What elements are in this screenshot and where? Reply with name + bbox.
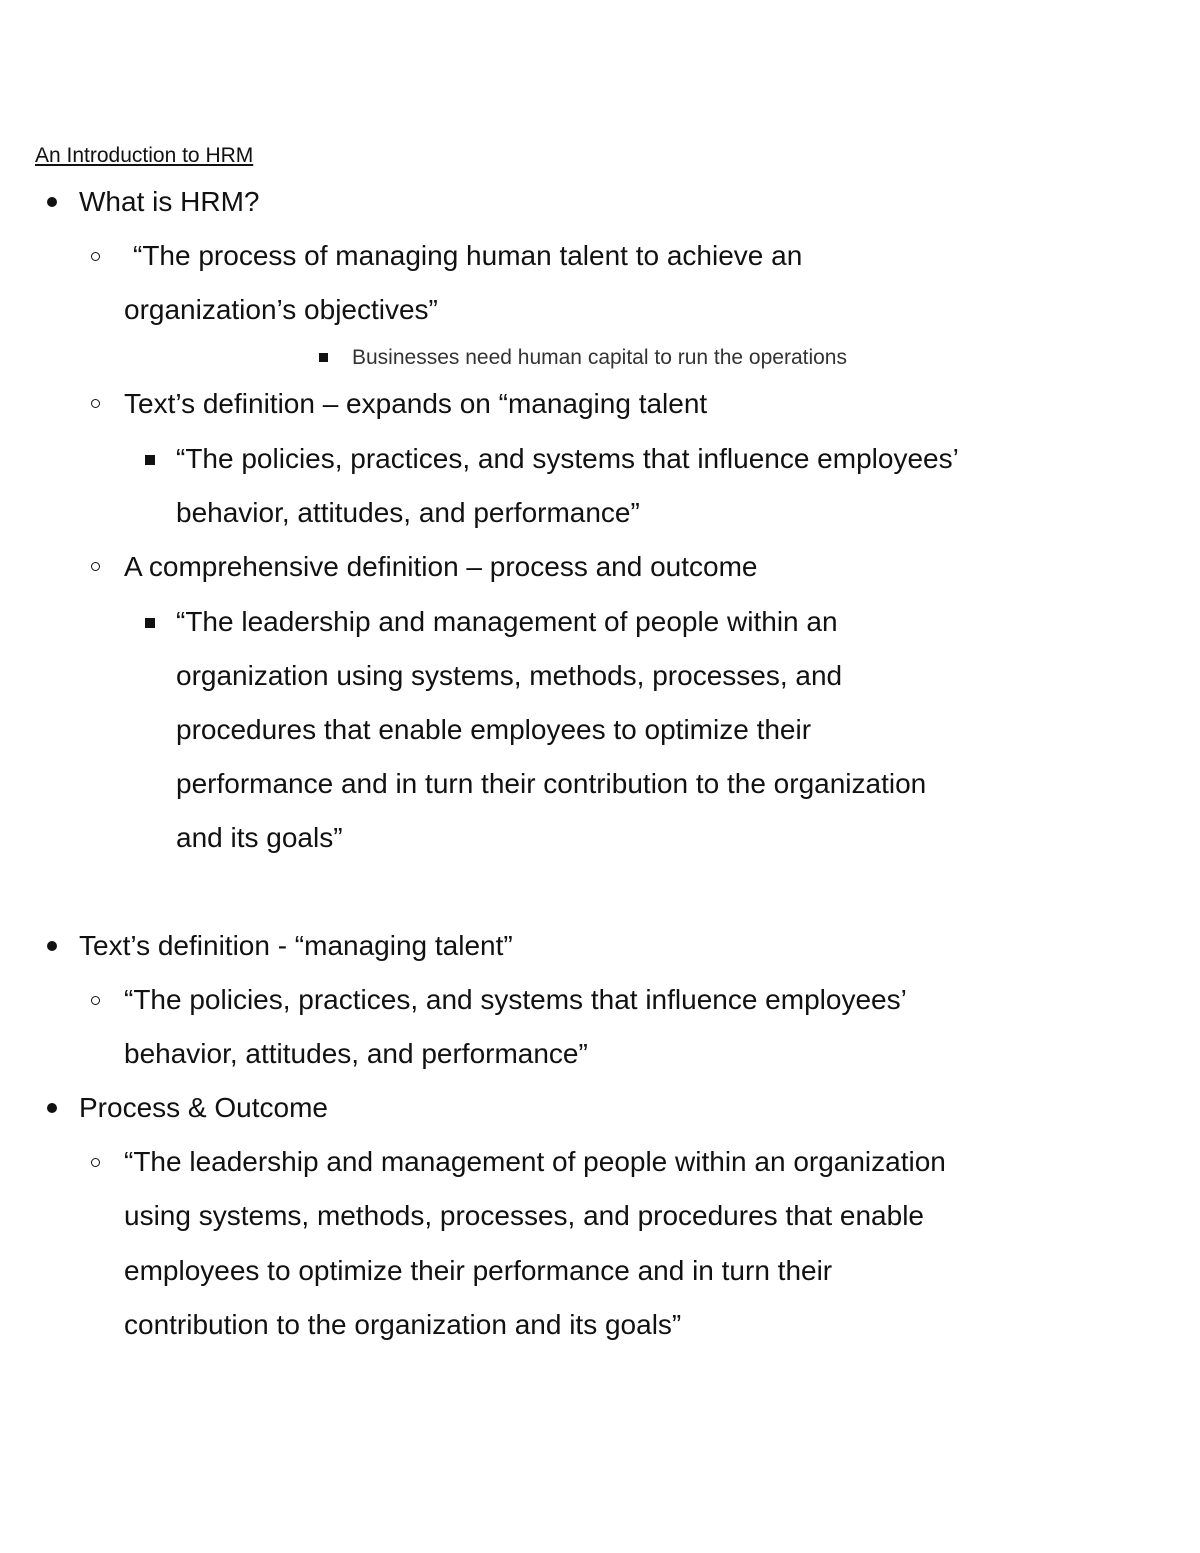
list-item: “The policies, practices, and systems that influence employees’ — [176, 443, 959, 474]
list-item-continuation: using systems, methods, processes, and procedures that enable — [124, 1200, 924, 1231]
list-item-continuation: performance and in turn their contribution to the organization — [176, 768, 927, 799]
bullet-square-icon — [319, 353, 328, 362]
list-item-continuation: organization using systems, methods, processes, and — [176, 660, 843, 691]
bullet-dot-icon — [47, 1103, 57, 1113]
bullet-circle-icon — [91, 562, 100, 571]
list-item-continuation: procedures that enable employees to optimize their — [176, 714, 812, 745]
list-item: Text’s definition – expands on “managing talent — [124, 388, 708, 419]
list-item: A comprehensive definition – process and outcome — [124, 551, 758, 582]
list-item-continuation: and its goals” — [176, 822, 343, 853]
list-item-continuation: contribution to the organization and its goals” — [124, 1309, 682, 1340]
bullet-dot-icon — [47, 941, 57, 951]
bullet-circle-icon — [91, 252, 100, 261]
list-item-continuation: behavior, attitudes, and performance” — [176, 497, 640, 528]
document-title: An Introduction to HRM — [35, 144, 254, 167]
bullet-square-icon — [145, 618, 155, 628]
bullet-dot-icon — [47, 197, 57, 207]
list-item: “The leadership and management of people within an — [176, 606, 838, 637]
list-item-continuation: organization’s objectives” — [124, 294, 438, 325]
bullet-circle-icon — [91, 1158, 100, 1167]
list-item: What is HRM? — [79, 186, 260, 217]
list-item: Businesses need human capital to run the operations — [352, 346, 847, 369]
list-item: “The leadership and management of people within an organization — [124, 1146, 946, 1177]
list-item: “The policies, practices, and systems that influence employees’ — [124, 984, 907, 1015]
bullet-square-icon — [145, 455, 155, 465]
list-item-continuation: behavior, attitudes, and performance” — [124, 1038, 588, 1069]
list-item: “The process of managing human talent to achieve an — [133, 240, 803, 271]
list-item-continuation: employees to optimize their performance and in turn their — [124, 1255, 833, 1286]
list-item: Text’s definition - “managing talent” — [79, 930, 513, 961]
bullet-circle-icon — [91, 996, 100, 1005]
bullet-circle-icon — [91, 399, 100, 408]
list-item: Process & Outcome — [79, 1092, 328, 1123]
